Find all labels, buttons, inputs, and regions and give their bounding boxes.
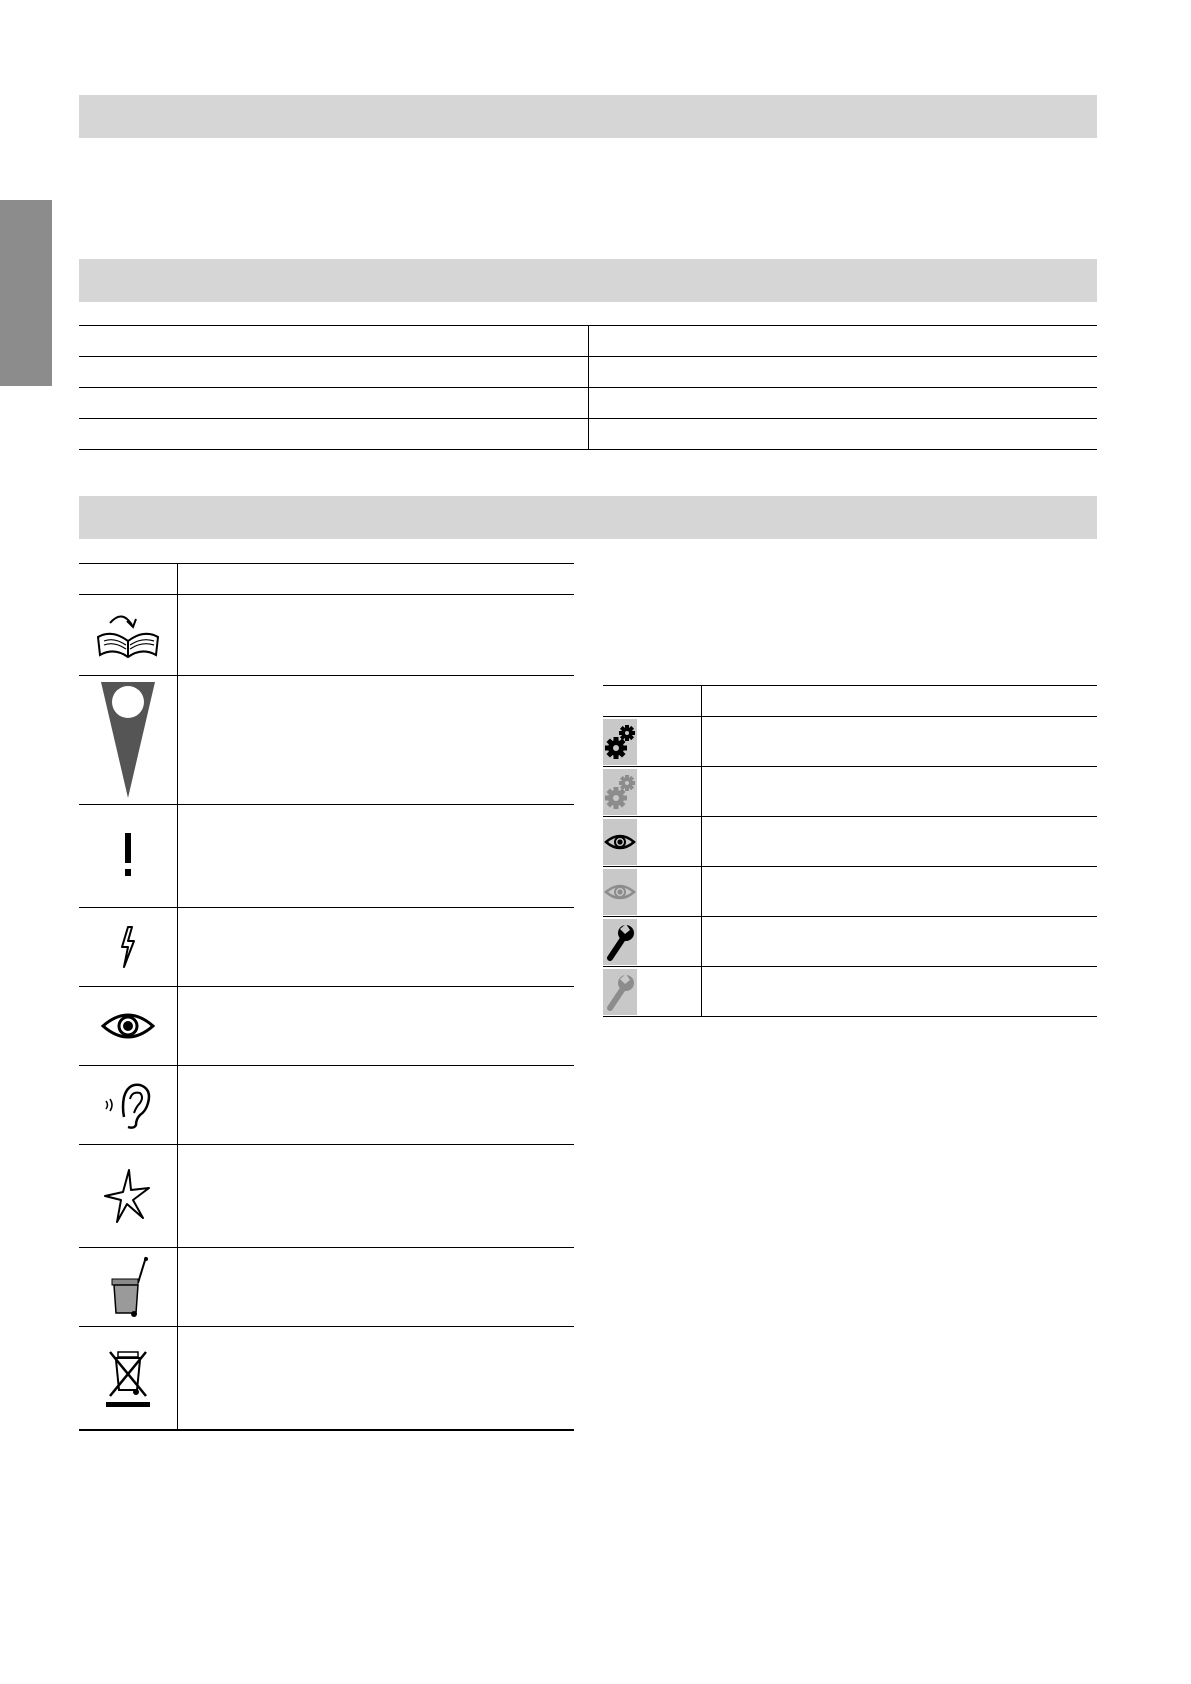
section-header-band-1: [79, 95, 1097, 138]
read-manual-icon: [92, 607, 164, 663]
gears-dark-icon: [604, 722, 636, 762]
table-header-row: [79, 564, 574, 595]
table-row: [79, 805, 574, 908]
crossed-out-bin-icon: [102, 1346, 154, 1410]
table-header-row: [603, 686, 1097, 717]
table-row: [79, 1066, 574, 1145]
table-row: [79, 388, 1097, 419]
table-row: [603, 767, 1097, 817]
table-row: [79, 987, 574, 1066]
side-tab-marker: [0, 200, 52, 386]
exclamation-icon: [118, 831, 138, 881]
table-row: [603, 967, 1097, 1017]
info-table: [79, 325, 1097, 450]
table-row: [79, 1327, 574, 1431]
section-header-band-3: [79, 496, 1097, 539]
symbols-table-right: [603, 685, 1097, 1017]
section-header-band-2: [79, 259, 1097, 302]
table-row: [79, 419, 1097, 450]
symbols-table-left: [79, 563, 574, 1431]
wrench-dark-icon: [604, 922, 636, 962]
table-row: [79, 676, 574, 805]
table-row: [603, 867, 1097, 917]
warning-pennant-icon: [95, 680, 161, 800]
spark-star-icon: [103, 1168, 153, 1224]
eye-icon: [100, 1010, 156, 1042]
table-row: [603, 817, 1097, 867]
table-row: [79, 357, 1097, 388]
table-row: [603, 917, 1097, 967]
table-row: [79, 595, 574, 676]
table-row: [79, 1248, 574, 1327]
waste-bin-icon: [106, 1255, 150, 1319]
eye-light-icon: [604, 882, 636, 902]
electric-lightning-icon: [116, 925, 140, 969]
table-row: [603, 717, 1097, 767]
wrench-light-icon: [604, 972, 636, 1012]
table-row: [79, 326, 1097, 357]
table-row: [79, 908, 574, 987]
ear-icon: [102, 1079, 154, 1131]
table-row: [79, 1145, 574, 1248]
eye-dark-icon: [604, 832, 636, 852]
gears-light-icon: [604, 772, 636, 812]
